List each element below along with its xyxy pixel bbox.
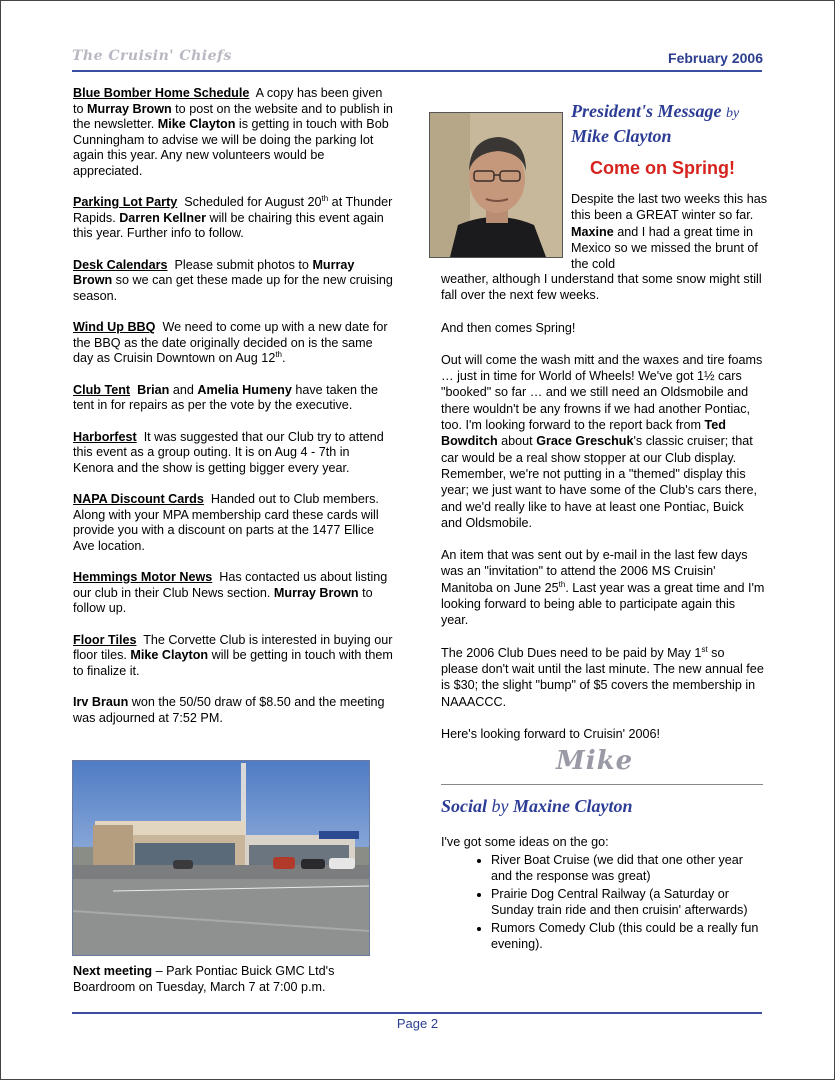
president-photo (429, 112, 563, 258)
item-wind-up-bbq: Wind Up BBQ We need to come up with a new date for the BBQ as the date originally decided on is the same day as Cruisin Downtown on Aug 12th. (73, 320, 388, 365)
item-club-tent: Club Tent Brian and Amelia Humeny have taken the tent in for repairs as per the vote by the executive. (73, 382, 378, 412)
list-item: • Prairie Dog Central Railway (a Saturday or Sunday train ride and then cruisin' afterwards) (491, 886, 765, 918)
item-desk-calendars: Desk Calendars Please submit photos to Murray Brown so we can get these made up for the new cruising season. (73, 257, 393, 303)
item-parking-lot-party: Parking Lot Party Scheduled for August 20th at Thunder Rapids. Darren Kellner will be chairing this event again this year. Further info to follow. (73, 193, 393, 240)
page-number: Page 2 (396, 1016, 439, 1031)
paragraph: weather, although I understand that some snow might still fall over the next few weeks. (441, 272, 762, 303)
paragraph: Out will come the wash mitt and the waxes and tire foams … just in time for World of Wheels! We've got 1½ cars "booked" so far … and we still need an Oldsmobile and there wouldn't be any frowns if we had another Pontiac, too. I'm looking forward to the report back from Ted Bowditch about Grace Greschuk's classic cruiser; that car would be a real show stopper at our Club display. Remember, we're not putting in a "themed" display this year; we just want to have some of the Club's cars there, and we'd really like to have at least one Pontiac, Buick and Oldsmobile. (441, 352, 763, 530)
issue-date: February 2006 (668, 50, 763, 66)
list-item: • River Boat Cruise (we did that one other year and the response was great) (491, 852, 765, 884)
item-heading: Floor Tiles (73, 632, 137, 647)
item-heading: Parking Lot Party (73, 195, 178, 209)
item-heading: Wind Up BBQ (73, 320, 156, 334)
item-heading: Blue Bomber Home Schedule (73, 86, 250, 100)
paragraph: And then comes Spring! (441, 320, 576, 335)
paragraph: Here's looking forward to Cruisin' 2006! (441, 726, 661, 741)
newsletter-title: The Cruisin' Chiefs (72, 48, 232, 64)
dealership-photo (72, 760, 370, 956)
item-heading: NAPA Discount Cards (73, 492, 204, 506)
item-napa-cards: NAPA Discount Cards Handed out to Club members. Along with your MPA membership card these cards will provide you with a discount on parts at the 1477 Ellice Ave location. (73, 492, 379, 553)
item-heading: Harborfest (73, 429, 137, 444)
item-blue-bomber: Blue Bomber Home Schedule A copy has been given to Murray Brown to post on the website and to publish in the newsletter. Mike Clayton is getting in touch with Bob Cunningham to advise we will be doing the parking lot again this year. Any new volunteers would be appreciated. (73, 86, 393, 178)
paragraph: An item that was sent out by e-mail in the last few days was an "invitation" to attend the 2006 MS Cruisin' Manitoba on June 25th. Last year was a great time and I'm looking forward to being able to participate again this year. (441, 548, 765, 628)
social-heading: Social by Maxine Clayton (441, 796, 633, 816)
item-heading: Hemmings Motor News (73, 570, 213, 584)
meeting-minutes-column (73, 86, 393, 742)
paragraph: The 2006 Club Dues need to be paid by May 1st so please don't wait until the last minute. The new annual fee is $30; the slight "bump" of $5 covers the membership in NAAACCC. (441, 644, 764, 709)
presidents-message-body (441, 271, 765, 758)
item-heading: Club Tent (73, 382, 131, 397)
footer-rule (72, 1012, 762, 1014)
item-hemmings: Hemmings Motor News Has contacted us about listing our club in their Club News section. Murray Brown to follow up. (73, 570, 388, 615)
social-ideas-list (441, 852, 765, 954)
president-portrait-image (430, 113, 562, 257)
presidents-message-subtitle: Come on Spring! (590, 158, 735, 178)
section-divider (441, 784, 763, 785)
presidents-message-heading: President's Message by Mike Clayton (571, 101, 740, 146)
item-harborfest: Harborfest It was suggested that our Club try to attend this event as a group outing. It is on Aug 4 - 7th in Kenora and the show is getting bigger every year. (73, 429, 384, 475)
presidents-message-intro: Despite the last two weeks this has this been a GREAT winter so far. Maxine and I had a great time in Mexico so we missed the brunt of the cold (571, 192, 767, 272)
item-adjournment: Irv Braun won the 50/50 draw of $8.50 and the meeting was adjourned at 7:52 PM. (73, 695, 385, 725)
next-meeting-caption: Next meeting – Park Pontiac Buick GMC Ltd's Boardroom on Tuesday, March 7 at 7:00 p.m. (73, 964, 335, 994)
dealership-image (73, 761, 369, 955)
signature: Mike (556, 746, 634, 776)
item-heading: Desk Calendars (73, 257, 168, 272)
list-item: • Rumors Comedy Club (this could be a really fun evening). (491, 920, 765, 952)
social-intro: I've got some ideas on the go: (441, 835, 609, 849)
item-floor-tiles: Floor Tiles The Corvette Club is interested in buying our floor tiles. Mike Clayton will be getting in touch with them to finalize it. (73, 632, 393, 678)
header-rule (72, 70, 762, 72)
